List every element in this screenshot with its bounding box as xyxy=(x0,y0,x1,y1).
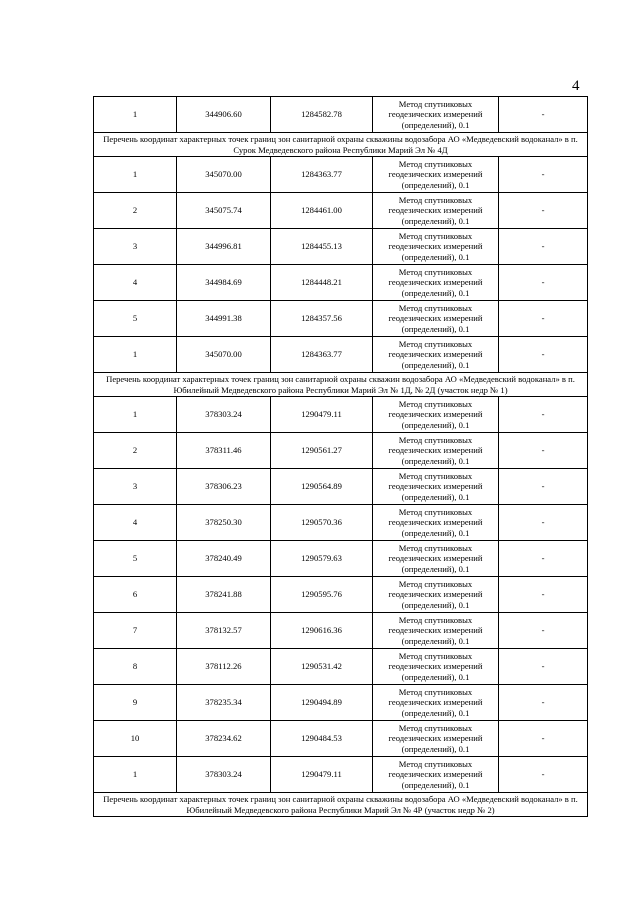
dash-cell: - xyxy=(499,649,588,685)
y-coordinate-cell: 1290564.89 xyxy=(271,469,373,505)
x-coordinate-cell: 344996.81 xyxy=(177,229,271,265)
section-heading: Перечень координат характерных точек границ зон санитарной охраны скважины водозабора АО «Медведевский водоканал» в п. Сурок Медведевского района Республики Марий Эл № 4Д xyxy=(94,133,588,157)
x-coordinate-cell: 378311.46 xyxy=(177,433,271,469)
page-number: 4 xyxy=(572,78,580,94)
y-coordinate-cell: 1290616.36 xyxy=(271,613,373,649)
coordinates-table xyxy=(93,96,588,817)
table-row xyxy=(94,685,588,721)
table-row xyxy=(94,469,588,505)
dash-cell: - xyxy=(499,397,588,433)
dash-cell: - xyxy=(499,613,588,649)
y-coordinate-cell: 1284582.78 xyxy=(271,97,373,133)
y-coordinate-cell: 1290484.53 xyxy=(271,721,373,757)
point-number-cell: 9 xyxy=(94,685,177,721)
table-row xyxy=(94,613,588,649)
x-coordinate-cell: 344984.69 xyxy=(177,265,271,301)
dash-cell: - xyxy=(499,469,588,505)
x-coordinate-cell: 378306.23 xyxy=(177,469,271,505)
method-cell: Метод спутниковых геодезических измерений (определений), 0.1 xyxy=(373,505,499,541)
point-number-cell: 3 xyxy=(94,469,177,505)
section-heading-row xyxy=(94,373,588,397)
x-coordinate-cell: 378112.26 xyxy=(177,649,271,685)
y-coordinate-cell: 1284461.00 xyxy=(271,193,373,229)
x-coordinate-cell: 378234.62 xyxy=(177,721,271,757)
table-row xyxy=(94,97,588,133)
method-cell: Метод спутниковых геодезических измерений (определений), 0.1 xyxy=(373,685,499,721)
dash-cell: - xyxy=(499,541,588,577)
x-coordinate-cell: 344906.60 xyxy=(177,97,271,133)
y-coordinate-cell: 1290570.36 xyxy=(271,505,373,541)
point-number-cell: 1 xyxy=(94,757,177,793)
dash-cell: - xyxy=(499,193,588,229)
table-row xyxy=(94,157,588,193)
method-cell: Метод спутниковых геодезических измерений (определений), 0.1 xyxy=(373,613,499,649)
point-number-cell: 1 xyxy=(94,97,177,133)
table-row xyxy=(94,193,588,229)
method-cell: Метод спутниковых геодезических измерений (определений), 0.1 xyxy=(373,157,499,193)
method-cell: Метод спутниковых геодезических измерений (определений), 0.1 xyxy=(373,337,499,373)
method-cell: Метод спутниковых геодезических измерений (определений), 0.1 xyxy=(373,757,499,793)
y-coordinate-cell: 1284448.21 xyxy=(271,265,373,301)
point-number-cell: 1 xyxy=(94,337,177,373)
y-coordinate-cell: 1290579.63 xyxy=(271,541,373,577)
point-number-cell: 1 xyxy=(94,157,177,193)
table-row xyxy=(94,757,588,793)
x-coordinate-cell: 345070.00 xyxy=(177,337,271,373)
table-row xyxy=(94,265,588,301)
table-row xyxy=(94,577,588,613)
dash-cell: - xyxy=(499,685,588,721)
point-number-cell: 2 xyxy=(94,193,177,229)
point-number-cell: 2 xyxy=(94,433,177,469)
point-number-cell: 1 xyxy=(94,397,177,433)
method-cell: Метод спутниковых геодезических измерений (определений), 0.1 xyxy=(373,301,499,337)
y-coordinate-cell: 1290531.42 xyxy=(271,649,373,685)
table-row xyxy=(94,505,588,541)
section-heading-row xyxy=(94,133,588,157)
point-number-cell: 7 xyxy=(94,613,177,649)
method-cell: Метод спутниковых геодезических измерений (определений), 0.1 xyxy=(373,397,499,433)
table-row xyxy=(94,649,588,685)
method-cell: Метод спутниковых геодезических измерений (определений), 0.1 xyxy=(373,577,499,613)
point-number-cell: 4 xyxy=(94,265,177,301)
point-number-cell: 5 xyxy=(94,301,177,337)
point-number-cell: 6 xyxy=(94,577,177,613)
point-number-cell: 3 xyxy=(94,229,177,265)
point-number-cell: 8 xyxy=(94,649,177,685)
method-cell: Метод спутниковых геодезических измерений (определений), 0.1 xyxy=(373,649,499,685)
coordinates-table-body xyxy=(94,97,588,817)
section-heading: Перечень координат характерных точек границ зон санитарной охраны скважины водозабора АО «Медведевский водоканал» в п. Юбилейный Медведевского района Республики Марий Эл № 4Р (участок недр № 2) xyxy=(94,793,588,817)
method-cell: Метод спутниковых геодезических измерений (определений), 0.1 xyxy=(373,265,499,301)
section-heading: Перечень координат характерных точек границ зон санитарной охраны скважин водозабора АО «Медведевский водоканал» в п. Юбилейный Медведевского района Республики Марий Эл № 1Д, № 2Д (участок недр № 1) xyxy=(94,373,588,397)
dash-cell: - xyxy=(499,433,588,469)
method-cell: Метод спутниковых геодезических измерений (определений), 0.1 xyxy=(373,721,499,757)
x-coordinate-cell: 378235.34 xyxy=(177,685,271,721)
y-coordinate-cell: 1290479.11 xyxy=(271,397,373,433)
dash-cell: - xyxy=(499,301,588,337)
point-number-cell: 5 xyxy=(94,541,177,577)
dash-cell: - xyxy=(499,757,588,793)
dash-cell: - xyxy=(499,577,588,613)
dash-cell: - xyxy=(499,337,588,373)
table-row xyxy=(94,229,588,265)
dash-cell: - xyxy=(499,505,588,541)
point-number-cell: 10 xyxy=(94,721,177,757)
method-cell: Метод спутниковых геодезических измерений (определений), 0.1 xyxy=(373,469,499,505)
section-heading-row xyxy=(94,793,588,817)
table-row xyxy=(94,721,588,757)
y-coordinate-cell: 1290561.27 xyxy=(271,433,373,469)
y-coordinate-cell: 1290494.89 xyxy=(271,685,373,721)
method-cell: Метод спутниковых геодезических измерений (определений), 0.1 xyxy=(373,193,499,229)
table-row xyxy=(94,433,588,469)
dash-cell: - xyxy=(499,721,588,757)
method-cell: Метод спутниковых геодезических измерений (определений), 0.1 xyxy=(373,229,499,265)
x-coordinate-cell: 344991.38 xyxy=(177,301,271,337)
x-coordinate-cell: 378303.24 xyxy=(177,757,271,793)
x-coordinate-cell: 345075.74 xyxy=(177,193,271,229)
x-coordinate-cell: 345070.00 xyxy=(177,157,271,193)
x-coordinate-cell: 378303.24 xyxy=(177,397,271,433)
dash-cell: - xyxy=(499,97,588,133)
y-coordinate-cell: 1284357.56 xyxy=(271,301,373,337)
table-row xyxy=(94,301,588,337)
x-coordinate-cell: 378241.88 xyxy=(177,577,271,613)
y-coordinate-cell: 1284455.13 xyxy=(271,229,373,265)
y-coordinate-cell: 1290479.11 xyxy=(271,757,373,793)
y-coordinate-cell: 1284363.77 xyxy=(271,337,373,373)
table-row xyxy=(94,397,588,433)
x-coordinate-cell: 378132.57 xyxy=(177,613,271,649)
method-cell: Метод спутниковых геодезических измерений (определений), 0.1 xyxy=(373,541,499,577)
table-row xyxy=(94,337,588,373)
dash-cell: - xyxy=(499,265,588,301)
y-coordinate-cell: 1284363.77 xyxy=(271,157,373,193)
table-row xyxy=(94,541,588,577)
point-number-cell: 4 xyxy=(94,505,177,541)
method-cell: Метод спутниковых геодезических измерений (определений), 0.1 xyxy=(373,97,499,133)
x-coordinate-cell: 378250.30 xyxy=(177,505,271,541)
x-coordinate-cell: 378240.49 xyxy=(177,541,271,577)
dash-cell: - xyxy=(499,229,588,265)
dash-cell: - xyxy=(499,157,588,193)
method-cell: Метод спутниковых геодезических измерений (определений), 0.1 xyxy=(373,433,499,469)
y-coordinate-cell: 1290595.76 xyxy=(271,577,373,613)
